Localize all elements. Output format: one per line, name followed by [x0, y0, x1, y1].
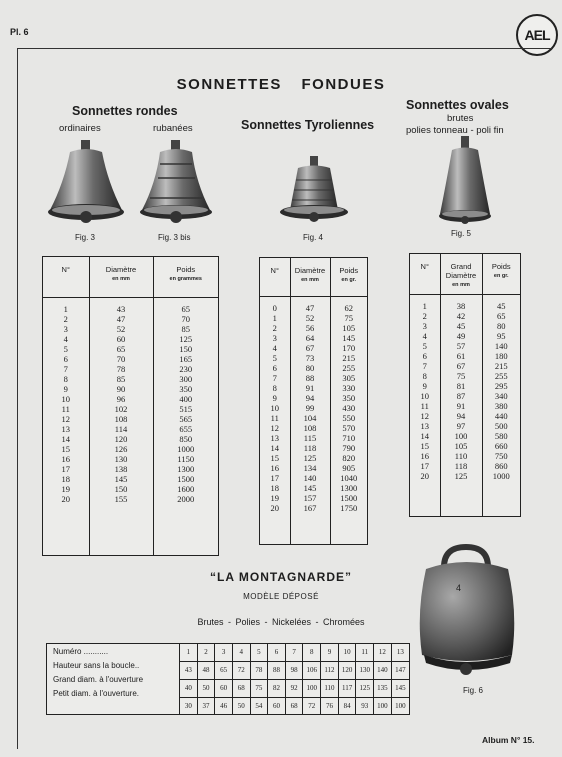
- table-cell: 6: [272, 362, 277, 373]
- table-cell: 70: [181, 313, 190, 324]
- table-cell: 9: [63, 383, 68, 394]
- montagnarde-dimensions-table: [46, 643, 410, 715]
- table-cell: 126: [114, 443, 128, 454]
- table-cell: 2: [272, 322, 277, 333]
- table-cell: 134: [303, 462, 317, 473]
- table-sonnettes-tyroliennes: [259, 257, 368, 545]
- table-cell: 1500: [340, 492, 358, 503]
- numero-column: [410, 294, 440, 516]
- table-cell: 6: [268, 644, 286, 661]
- table-cell: 65: [497, 310, 506, 321]
- table-cell: 106: [303, 661, 321, 679]
- bell-ovale-image: [434, 134, 496, 226]
- table-row: [180, 644, 410, 661]
- table-cell: 60: [215, 679, 233, 697]
- table-cell: 140: [374, 661, 392, 679]
- table-cell: 100: [391, 697, 409, 714]
- table-cell: 18: [61, 473, 70, 484]
- col-header-grand-diametre: Grand Diamètre en mm: [440, 254, 482, 294]
- table-cell: 92: [285, 679, 303, 697]
- table-cell: 8: [303, 644, 321, 661]
- ovales-title: Sonnettes ovales: [406, 98, 509, 112]
- table-cell: 7: [285, 644, 303, 661]
- row-label-grand-diam: Grand diam. à l'ouverture: [53, 675, 144, 684]
- table-cell: 5: [250, 644, 268, 661]
- table-cell: 45: [456, 320, 466, 331]
- table-cell: 13: [270, 432, 279, 443]
- table-cell: 145: [342, 332, 356, 343]
- bell-montagnarde-image: [414, 543, 520, 679]
- table-cell: 65: [116, 343, 126, 354]
- table-cell: 7: [422, 360, 427, 371]
- table-cell: 155: [114, 493, 128, 504]
- table-cell: 61: [456, 350, 466, 361]
- table-cell: 1600: [177, 483, 195, 494]
- rondes-sub-ordinaires: ordinaires: [59, 123, 101, 134]
- fig-3-caption: Fig. 3: [75, 233, 96, 242]
- table-cell: 62: [344, 302, 353, 313]
- col-header-poids: Poids en gr.: [482, 254, 520, 294]
- table-cell: 13: [61, 423, 70, 434]
- table-cell: 500: [494, 420, 508, 431]
- table-cell: 1: [422, 300, 427, 311]
- table-cell: 85: [116, 373, 126, 384]
- fig-5-caption: Fig. 5: [451, 229, 472, 238]
- table-cell: 1: [272, 312, 277, 323]
- rondes-title: Sonnettes rondes: [72, 104, 178, 118]
- table-cell: 17: [420, 460, 429, 471]
- table-cell: 167: [303, 502, 317, 513]
- table-cell: 115: [303, 432, 317, 443]
- table-cell: 1000: [177, 443, 195, 454]
- table-cell: 400: [179, 393, 193, 404]
- table-cell: 78: [250, 661, 268, 679]
- table-cell: 50: [197, 679, 215, 697]
- table-cell: 110: [321, 679, 339, 697]
- plate-label: Pl. 6: [10, 27, 29, 37]
- table-cell: 75: [344, 312, 353, 323]
- table-cell: 20: [420, 470, 429, 481]
- grand-diametre-column: [440, 294, 482, 516]
- table-cell: 655: [179, 423, 193, 434]
- table-cell: 117: [338, 679, 356, 697]
- table-cell: 145: [114, 473, 128, 484]
- table-cell: 108: [114, 413, 128, 424]
- bell-ronde-rubanee-image: [138, 138, 214, 230]
- table-cell: 1500: [177, 473, 195, 484]
- diametre-column: [290, 296, 330, 544]
- table-cell: 130: [356, 661, 374, 679]
- table-cell: 14: [270, 442, 279, 453]
- table-cell: 49: [456, 330, 466, 341]
- table-cell: 70: [116, 353, 126, 364]
- bell-ronde-ordinaire-image: [44, 138, 128, 230]
- col-header-poids: Poids en gr.: [330, 258, 367, 296]
- table-cell: 15: [420, 440, 429, 451]
- table-cell: 88: [268, 661, 286, 679]
- table-cell: 67: [305, 342, 315, 353]
- table-cell: 72: [232, 661, 250, 679]
- table-cell: 47: [116, 313, 126, 324]
- table-cell: 87: [456, 390, 466, 401]
- table-cell: 108: [303, 422, 317, 433]
- table-cell: 1150: [177, 453, 195, 464]
- col-header-numero: N°: [43, 257, 89, 297]
- table-cell: 6: [422, 350, 427, 361]
- table-cell: 43: [116, 303, 126, 314]
- table-cell: 8: [63, 373, 68, 384]
- table-cell: 95: [497, 330, 506, 341]
- table-cell: 16: [420, 450, 429, 461]
- finishes-list: Brutes - Polies - Nickelées - Chromées: [197, 617, 365, 627]
- table-cell: 10: [61, 393, 70, 404]
- table-cell: 440: [494, 410, 508, 421]
- table-cell: 8: [422, 370, 427, 381]
- row-label-numero: Numéro ...........: [53, 647, 109, 656]
- table-cell: 43: [180, 661, 198, 679]
- numero-column: [43, 297, 89, 555]
- table-cell: 13: [391, 644, 409, 661]
- table-cell: 1300: [340, 482, 358, 493]
- table-cell: 860: [494, 460, 508, 471]
- table-cell: 9: [272, 392, 277, 403]
- table-cell: 255: [342, 362, 356, 373]
- rondes-sub-rubanees: rubanées: [153, 123, 193, 134]
- table-cell: 15: [61, 443, 70, 454]
- table-cell: 80: [497, 320, 506, 331]
- table-cell: 11: [270, 412, 279, 423]
- table-cell: 16: [61, 453, 70, 464]
- table-cell: 105: [454, 440, 468, 451]
- table-cell: 118: [303, 442, 317, 453]
- table-cell: 215: [342, 352, 356, 363]
- svg-text:4: 4: [456, 583, 462, 593]
- table-cell: 820: [342, 452, 356, 463]
- table-cell: 580: [494, 430, 508, 441]
- table-cell: 114: [114, 423, 128, 434]
- table-cell: 120: [114, 433, 128, 444]
- table-cell: 350: [342, 392, 356, 403]
- table-cell: 52: [305, 312, 315, 323]
- table-cell: 570: [342, 422, 356, 433]
- fig-4-caption: Fig. 4: [303, 233, 324, 242]
- table-cell: 150: [179, 343, 193, 354]
- table-cell: 905: [342, 462, 356, 473]
- album-number: Album N° 15.: [482, 735, 535, 745]
- table-cell: 12: [420, 410, 429, 421]
- table-cell: 710: [342, 432, 356, 443]
- table-cell: 120: [338, 661, 356, 679]
- table-cell: 18: [270, 482, 279, 493]
- table-cell: 60: [116, 333, 126, 344]
- table-cell: 85: [181, 323, 190, 334]
- table-cell: 17: [270, 472, 279, 483]
- table-cell: 12: [61, 413, 70, 424]
- table-cell: 6: [63, 353, 68, 364]
- poids-column: [153, 297, 218, 555]
- table-cell: 88: [305, 372, 315, 383]
- table-row: [180, 697, 410, 714]
- table-cell: 60: [268, 697, 286, 714]
- table-cell: 73: [305, 352, 315, 363]
- table-cell: 850: [179, 433, 193, 444]
- fig-3bis-caption: Fig. 3 bis: [158, 233, 191, 242]
- table-row: [180, 679, 410, 697]
- table-cell: 11: [61, 403, 70, 414]
- table-cell: 100: [303, 679, 321, 697]
- col-header-diametre: Diamètre en mm: [290, 258, 330, 296]
- table-cell: 65: [181, 303, 190, 314]
- table-cell: 20: [270, 502, 279, 513]
- table-cell: 550: [342, 412, 356, 423]
- table-cell: 97: [456, 420, 466, 431]
- table-cell: 10: [270, 402, 279, 413]
- table-cell: 14: [420, 430, 429, 441]
- table-cell: 305: [342, 372, 356, 383]
- table-cell: 790: [342, 442, 356, 453]
- row-label-hauteur: Hauteur sans la boucle..: [53, 661, 140, 670]
- table-cell: 17: [61, 463, 70, 474]
- table-cell: 255: [494, 370, 508, 381]
- table-cell: 46: [215, 697, 233, 714]
- table-cell: 145: [391, 679, 409, 697]
- table-cell: 145: [303, 482, 317, 493]
- table-cell: 14: [61, 433, 70, 444]
- table-cell: 19: [270, 492, 279, 503]
- table-cell: 3: [272, 332, 277, 343]
- table-cell: 37: [197, 697, 215, 714]
- diametre-column: [89, 297, 153, 555]
- table-cell: 3: [422, 320, 427, 331]
- table-cell: 1000: [492, 470, 510, 481]
- table-cell: 3: [215, 644, 233, 661]
- table-cell: 170: [342, 342, 356, 353]
- table-cell: 30: [180, 697, 198, 714]
- table-cell: 57: [456, 340, 466, 351]
- table-cell: 118: [454, 460, 468, 471]
- page-title: SONNETTES FONDUES: [176, 76, 386, 93]
- table-cell: 94: [456, 410, 466, 421]
- row-label-petit-diam: Petit diam. à l'ouverture.: [53, 689, 140, 698]
- table-cell: 68: [232, 679, 250, 697]
- col-header-poids: Poids en grammes: [153, 257, 218, 297]
- table-cell: 515: [179, 403, 193, 414]
- table-cell: 76: [321, 697, 339, 714]
- table-cell: 11: [356, 644, 374, 661]
- table-cell: 300: [179, 373, 193, 384]
- table-cell: 105: [342, 322, 356, 333]
- table-cell: 10: [420, 390, 429, 401]
- fig-6-caption: Fig. 6: [463, 686, 484, 695]
- table-cell: 5: [272, 352, 277, 363]
- table-cell: 165: [179, 353, 193, 364]
- ovales-sub-polies: polies tonneau - poli fin: [406, 125, 504, 136]
- table-cell: 110: [454, 450, 468, 461]
- table-cell: 75: [250, 679, 268, 697]
- table-cell: 12: [374, 644, 392, 661]
- table-cell: 1: [180, 644, 198, 661]
- table-cell: 15: [270, 452, 279, 463]
- table-cell: 7: [63, 363, 68, 374]
- montagnarde-title: “LA MONTAGNARDE”: [210, 570, 352, 584]
- table-cell: 72: [303, 697, 321, 714]
- table-cell: 102: [114, 403, 128, 414]
- table-cell: 7: [272, 372, 277, 383]
- table-cell: 11: [420, 400, 429, 411]
- col-header-diametre: Diamètre en mm: [89, 257, 153, 297]
- table-cell: 65: [215, 661, 233, 679]
- table-cell: 47: [305, 302, 315, 313]
- table-cell: 0: [272, 302, 277, 313]
- table-cell: 91: [456, 400, 466, 411]
- table-cell: 98: [285, 661, 303, 679]
- table-cell: 10: [338, 644, 356, 661]
- table-cell: 295: [494, 380, 508, 391]
- table-cell: 42: [456, 310, 466, 321]
- modele-depose: MODÈLE DÉPOSÉ: [243, 592, 319, 601]
- numero-column: [260, 296, 290, 544]
- table-cell: 94: [305, 392, 315, 403]
- table-cell: 125: [454, 470, 468, 481]
- table-cell: 82: [268, 679, 286, 697]
- table-cell: 96: [116, 393, 126, 404]
- table-cell: 1750: [340, 502, 358, 513]
- table-cell: 430: [342, 402, 356, 413]
- bell-tyrolienne-image: [278, 154, 350, 230]
- table-cell: 13: [420, 420, 429, 431]
- table-cell: 2: [197, 644, 215, 661]
- table-cell: 125: [303, 452, 317, 463]
- poids-column: [330, 296, 367, 544]
- table-cell: 230: [179, 363, 193, 374]
- table-cell: 660: [494, 440, 508, 451]
- table-cell: 125: [179, 333, 193, 344]
- table-cell: 112: [321, 661, 339, 679]
- col-header-numero: N°: [260, 258, 290, 296]
- table-sonnettes-ovales: [409, 253, 521, 517]
- table-cell: 4: [63, 333, 68, 344]
- table-cell: 2: [422, 310, 427, 321]
- table-cell: 135: [374, 679, 392, 697]
- table-cell: 45: [497, 300, 506, 311]
- table-cell: 3: [63, 323, 68, 334]
- table-cell: 340: [494, 390, 508, 401]
- table-cell: 100: [374, 697, 392, 714]
- table-cell: 5: [422, 340, 427, 351]
- table-cell: 91: [305, 382, 315, 393]
- table-cell: 78: [116, 363, 126, 374]
- table-cell: 50: [232, 697, 250, 714]
- table-cell: 130: [114, 453, 128, 464]
- table-cell: 138: [114, 463, 128, 474]
- table-cell: 215: [494, 360, 508, 371]
- table-cell: 565: [179, 413, 193, 424]
- table-cell: 157: [303, 492, 317, 503]
- table-row: [180, 661, 410, 679]
- table-cell: 140: [303, 472, 317, 483]
- table-cell: 8: [272, 382, 277, 393]
- table-cell: 125: [356, 679, 374, 697]
- table-cell: 54: [250, 697, 268, 714]
- table-cell: 140: [494, 340, 508, 351]
- col-header-numero: N°: [410, 254, 440, 294]
- table-cell: 1: [63, 303, 68, 314]
- table-sonnettes-rondes: [42, 256, 219, 556]
- table-cell: 20: [61, 493, 70, 504]
- table-cell: 9: [321, 644, 339, 661]
- table-cell: 16: [270, 462, 279, 473]
- table-cell: 2000: [177, 493, 195, 504]
- table-cell: 750: [494, 450, 508, 461]
- table-cell: 56: [305, 322, 315, 333]
- table-cell: 150: [114, 483, 128, 494]
- table-cell: 4: [272, 342, 277, 353]
- table-cell: 48: [197, 661, 215, 679]
- table-cell: 380: [494, 400, 508, 411]
- table-cell: 4: [422, 330, 427, 341]
- table-cell: 93: [356, 697, 374, 714]
- table-cell: 2: [63, 313, 68, 324]
- table-cell: 1040: [340, 472, 358, 483]
- table-cell: 330: [342, 382, 356, 393]
- table-cell: 12: [270, 422, 279, 433]
- table-cell: 19: [61, 483, 70, 494]
- poids-column: [482, 294, 520, 516]
- table-cell: 52: [116, 323, 126, 334]
- table-cell: 68: [285, 697, 303, 714]
- table-cell: 147: [391, 661, 409, 679]
- table-cell: 350: [179, 383, 193, 394]
- table-cell: 40: [180, 679, 198, 697]
- table-cell: 5: [63, 343, 68, 354]
- ael-logo: AEL: [516, 14, 558, 56]
- table-cell: 90: [116, 383, 126, 394]
- table-cell: 67: [456, 360, 466, 371]
- table-cell: 1300: [177, 463, 195, 474]
- table-cell: 99: [305, 402, 315, 413]
- ovales-sub-brutes: brutes: [447, 113, 474, 124]
- table-cell: 64: [305, 332, 315, 343]
- table-cell: 9: [422, 380, 427, 391]
- table-cell: 84: [338, 697, 356, 714]
- table-cell: 75: [456, 370, 466, 381]
- table-cell: 100: [454, 430, 468, 441]
- table-cell: 38: [456, 300, 466, 311]
- table-cell: 80: [305, 362, 315, 373]
- table-cell: 104: [303, 412, 317, 423]
- table-cell: 81: [456, 380, 466, 391]
- table-cell: 180: [494, 350, 508, 361]
- table-cell: 4: [232, 644, 250, 661]
- tyroliennes-title: Sonnettes Tyroliennes: [241, 118, 375, 132]
